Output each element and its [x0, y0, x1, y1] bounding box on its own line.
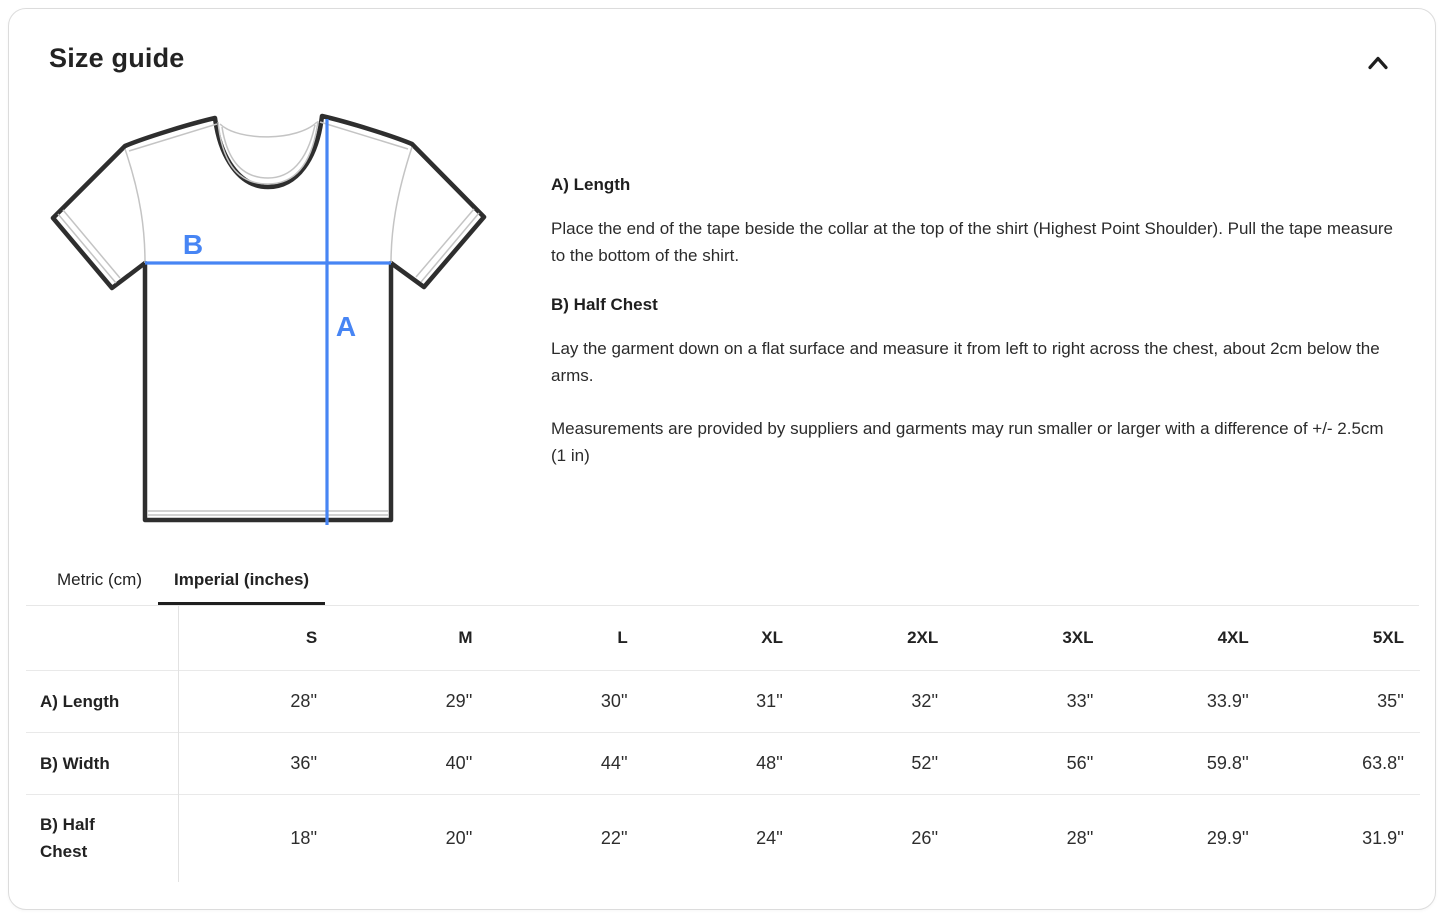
length-value-m: 29'' — [445, 690, 473, 711]
size-guide-content — [9, 83, 1435, 527]
collapse-button[interactable] — [1359, 45, 1397, 83]
tab-imperial-inches[interactable]: Imperial (inches) — [158, 557, 325, 605]
width-value-5xl: 63.8'' — [1362, 752, 1404, 773]
width-value-3xl: 56'' — [1066, 752, 1094, 773]
diagram-label-a: A — [335, 311, 357, 342]
panel-header — [9, 9, 1435, 83]
size-table — [26, 606, 1420, 882]
half-chest-value-l: 22'' — [600, 827, 628, 848]
half-chest-value-5xl: 31.9'' — [1362, 827, 1404, 848]
width-value-2xl: 52'' — [911, 752, 939, 773]
width-value-xl: 48'' — [756, 752, 783, 773]
size-guide-panel — [8, 8, 1436, 910]
unit-tabs — [26, 557, 1419, 606]
half-chest-value-2xl: 26'' — [911, 827, 939, 848]
size-col-header-2xl: 2XL — [907, 627, 939, 647]
size-col-header-4xl: 4XL — [1217, 627, 1249, 647]
tab-metric-cm[interactable]: Metric (cm) — [57, 570, 142, 589]
length-value-l: 30'' — [600, 690, 628, 711]
row-label-width: B) Width — [26, 732, 178, 794]
size-col-header-xl: XL — [761, 627, 783, 647]
length-value-s: 28'' — [290, 690, 318, 711]
width-value-4xl: 59.8'' — [1206, 752, 1249, 773]
tshirt-diagram — [49, 83, 511, 527]
length-heading: A) Length — [551, 175, 631, 194]
length-description: Place the end of the tape beside the collar at the top of the shirt (Highest Point Shoulder). Pull the tape measure to the bottom of the shirt. — [551, 219, 1394, 265]
length-value-4xl: 33.9'' — [1206, 690, 1249, 711]
half-chest-heading: B) Half Chest — [551, 295, 658, 314]
tshirt-outline — [53, 116, 484, 520]
table-row-width — [26, 732, 1420, 794]
size-col-header-3xl: 3XL — [1062, 627, 1094, 647]
half-chest-value-4xl: 29.9'' — [1206, 827, 1249, 848]
size-table-corner-cell — [26, 606, 178, 670]
width-value-l: 44'' — [600, 752, 628, 773]
half-chest-description: Lay the garment down on a flat surface and measure it from left to right across the chest, about 2cm below the arms. — [551, 339, 1380, 385]
tshirt-illustration — [49, 111, 489, 527]
row-label-length: A) Length — [26, 670, 178, 732]
half-chest-value-3xl: 28'' — [1066, 827, 1094, 848]
table-row-length — [26, 670, 1420, 732]
half-chest-value-s: 18'' — [290, 827, 318, 848]
width-value-s: 36'' — [290, 752, 318, 773]
length-value-5xl: 35'' — [1377, 690, 1404, 711]
size-table-header-row — [26, 606, 1420, 670]
chevron-up-icon — [1363, 49, 1393, 79]
size-col-header-m: M — [458, 627, 473, 647]
measurement-instructions — [511, 83, 1395, 489]
length-value-xl: 31'' — [756, 690, 783, 711]
half-chest-value-xl: 24'' — [756, 827, 783, 848]
measurement-disclaimer: Measurements are provided by suppliers and garments may run smaller or larger with a difference of +/- 2.5cm (1 in) — [551, 419, 1384, 465]
diagram-label-b: B — [182, 229, 204, 260]
table-row-half-chest — [26, 794, 1420, 882]
half-chest-value-m: 20'' — [445, 827, 473, 848]
size-col-header-5xl: 5XL — [1372, 627, 1404, 647]
size-col-header-s: S — [305, 627, 318, 647]
size-col-header-l: L — [617, 627, 628, 647]
length-value-3xl: 33'' — [1066, 690, 1094, 711]
page-title: Size guide — [49, 43, 185, 73]
row-label-half-chest: B) Half Chest — [26, 794, 178, 882]
length-value-2xl: 32'' — [911, 690, 939, 711]
width-value-m: 40'' — [445, 752, 473, 773]
